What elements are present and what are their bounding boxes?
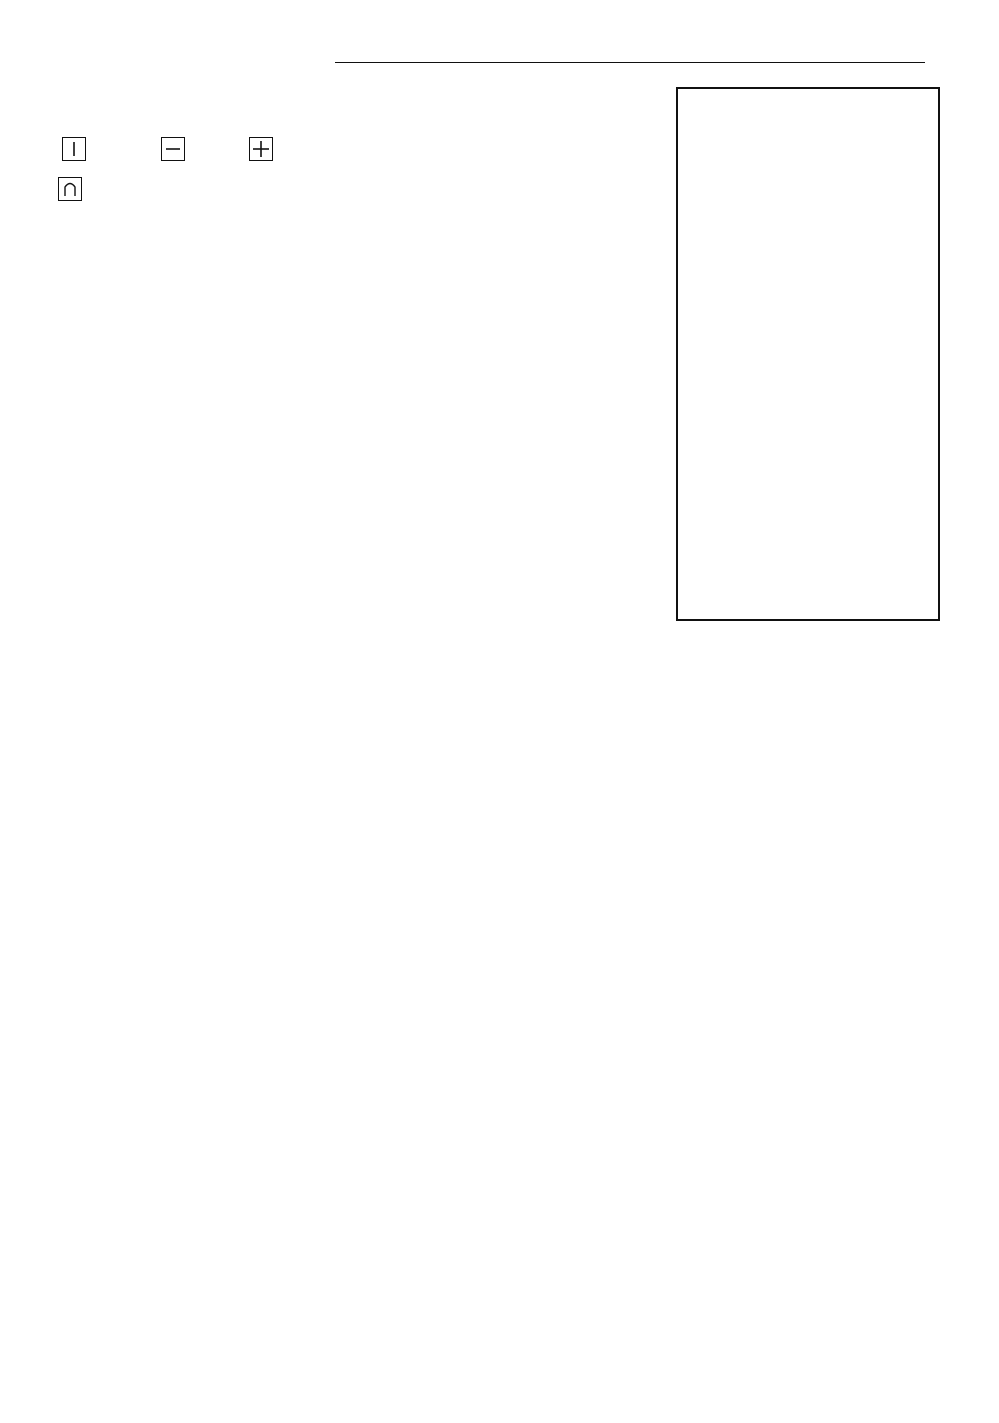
crochet-legend-title — [678, 95, 938, 145]
edge-stitch-icon — [249, 137, 273, 161]
yarn-over-icon — [58, 177, 82, 201]
knit-stitch-icon — [62, 137, 86, 161]
purl-stitch-icon — [161, 137, 185, 161]
page-header — [55, 26, 965, 81]
header-rule — [335, 62, 925, 63]
crochet-legend-box — [676, 87, 940, 621]
